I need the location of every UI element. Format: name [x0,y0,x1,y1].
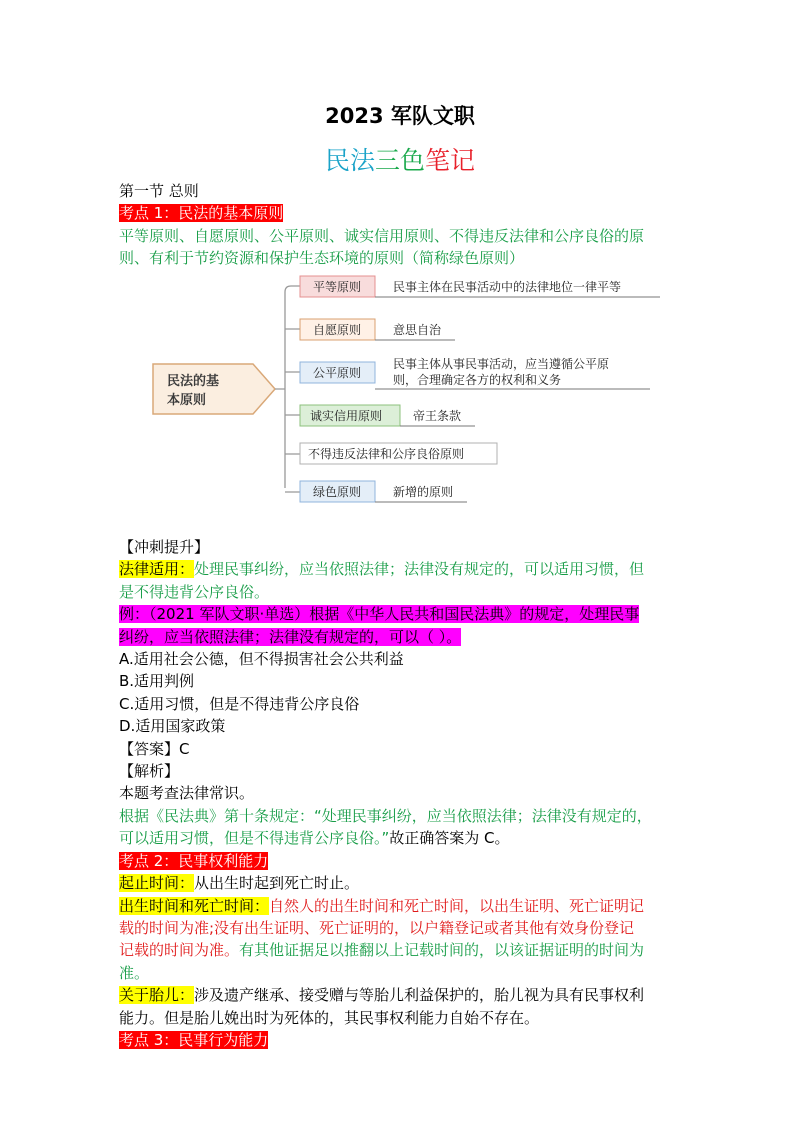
mindmap-branch-3-note-line-1: 民事主体从事民事活动，应当遵循公平原 [393,357,610,371]
birth-red-line-1: 自然人的出生时间和死亡时间，以出生证明、死亡证明记 [269,896,645,915]
birth-green-line-2: 准。 [119,963,150,982]
question-line-1: 例：（2021 军队文职·单选）根据《中华人民共和国民法典》的规定，处理民事 [119,605,640,624]
analysis-text: 本题考查法律常识。 [119,784,255,803]
birth-red-line-3: 记载的时间为准。 [119,941,240,960]
principles-line-2: 则、有利于节约资源和保护生态环境的原则（简称绿色原则） [119,249,525,268]
section-block-2 [119,536,684,1051]
mindmap-branch-4-label: 诚实信用原则 [310,409,383,423]
analysis-green-line-2: 可以适用习惯，但是不得违背公序良俗。” [119,829,390,848]
mindmap-branch-5-label: 不得违反法律和公序良俗原则 [308,447,465,461]
mindmap-branch-4-note: 帝王条款 [413,409,462,423]
document-title: 2023 军队文职 [325,104,475,128]
section-block-1 [119,180,684,270]
fetus-line-2: 能力。但是胎儿娩出时为死体的，其民事权利能力自始不存在。 [119,1008,540,1027]
birth-red-line-2: 载的时间为准;没有出生证明、死亡证明的，以户籍登记或者其他有效身份登记 [119,918,635,937]
point-2-heading: 考点 2：民事权利能力 [119,851,269,870]
law-line-1: 处理民事纠纷，应当依照法律；法律没有规定的，可以适用习惯，但 [194,560,645,579]
subtitle-part-3: 笔记 [425,146,476,175]
mindmap-connector-trunk [275,286,300,492]
option-d: D.适用国家政策 [119,717,226,736]
start-end-text: 从出生时起到死亡时止。 [194,874,360,893]
question-line-2: 纠纷，应当依照法律；法律没有规定的，可以（ ）。 [119,627,462,646]
document-subtitle [0,144,800,178]
start-end-label: 起止时间： [119,874,195,893]
subtitle-part-2: 三色 [374,146,425,175]
mindmap-root-line-1: 民法的基 [167,374,220,389]
sprint-heading: 【冲刺提升】 [119,538,210,556]
mindmap-branch-1-note: 民事主体在民事活动中的法律地位一律平等 [393,280,622,294]
analysis-green-line-1: 根据《民法典》第十条规定：“处理民事纠纷，应当依照法律；法律没有规定的， [119,806,652,825]
option-c: C.适用习惯，但是不得违背公序良俗 [119,694,360,713]
point-3-heading: 考点 3：民事行为能力 [119,1030,269,1049]
principles-line-1: 平等原则、自愿原则、公平原则、诚实信用原则、不得违反法律和公序良俗的原 [119,226,645,245]
analysis-heading: 【解析】 [119,762,180,781]
mindmap-branch-3-note-line-2: 则，合理确定各方的权利和义务 [393,373,562,387]
point-1-heading: 考点 1：民法的基本原则 [119,204,284,223]
mindmap-branch-2-label: 自愿原则 [313,323,362,337]
section-heading: 第一节 总则 [119,182,199,200]
fetus-line-1: 涉及遗产继承、接受赠与等胎儿利益保护的，胎儿视为具有民事权利 [194,986,645,1005]
mindmap-branch-3-label: 公平原则 [313,366,362,380]
analysis-conclusion: 故正确答案为 C。 [389,829,510,848]
mindmap-branch-6-note: 新增的原则 [393,485,454,499]
law-line-2: 是不得违背公序良俗。 [119,582,270,601]
principles-mindmap [145,272,665,522]
fetus-label: 关于胎儿： [119,986,195,1005]
subtitle-part-1: 民法 [324,146,375,175]
mindmap-branch-2-note: 意思自治 [393,323,442,337]
option-a: A.适用社会公德，但不得损害社会公共利益 [119,650,404,669]
law-label: 法律适用： [119,560,195,579]
birth-death-label: 出生时间和死亡时间： [119,896,270,915]
mindmap-branch-1-label: 平等原则 [313,280,362,294]
answer-line: 【答案】C [119,739,190,758]
mindmap-branch-6-label: 绿色原则 [313,485,362,499]
birth-green-line-1: 有其他证据足以推翻以上记载时间的，以该证据证明的时间为 [239,941,645,960]
option-b: B.适用判例 [119,672,195,691]
mindmap-root-line-2: 本原则 [167,393,207,408]
